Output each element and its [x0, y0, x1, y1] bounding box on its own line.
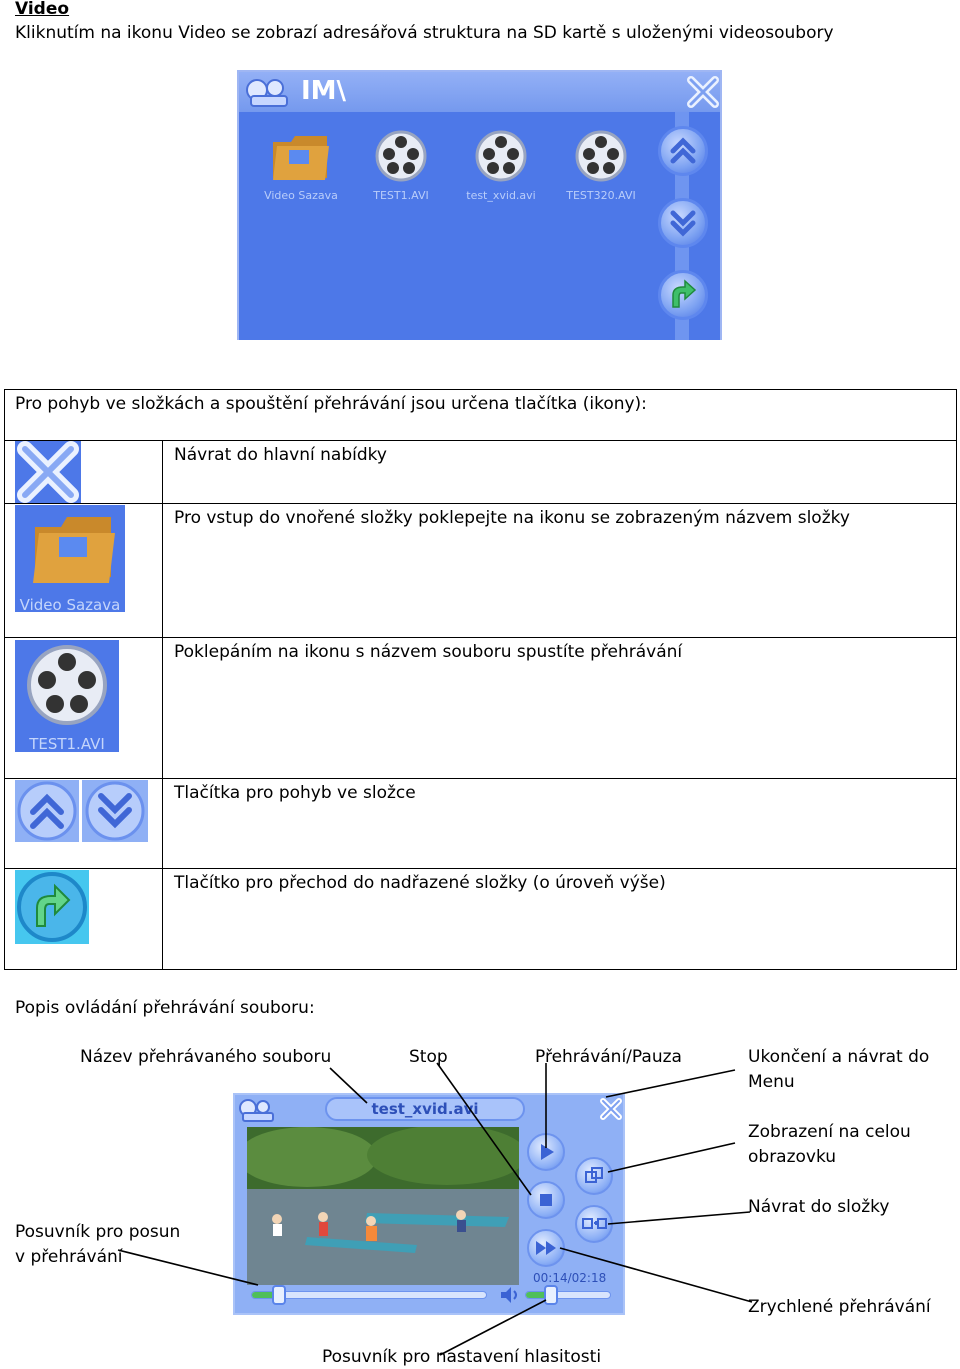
icon-caption: Video Sazava — [19, 596, 121, 612]
table-heading: Pro pohyb ve složkách a spouštění přehrávání jsou určena tlačítka (ikony): — [15, 394, 647, 414]
line-seek — [118, 1250, 258, 1285]
icon-caption: TEST1.AVI — [29, 735, 105, 752]
callout-fast-forward: Zrychlené přehrávání — [748, 1297, 931, 1317]
callout-back-to-folder: Návrat do složky — [748, 1197, 890, 1217]
file-label: TEST320.AVI — [566, 189, 636, 202]
callout-play-pause: Přehrávání/Pauza — [535, 1047, 682, 1067]
row-text: Poklepáním na ikonu s názvem souboru spustíte přehrávání — [174, 642, 683, 662]
playback-heading: Popis ovládání přehrávání souboru: — [15, 998, 315, 1018]
file-label: TEST1.AVI — [373, 189, 429, 202]
time-readout: 00:14/02:18 — [533, 1271, 607, 1285]
line-volume — [440, 1300, 546, 1355]
callout-seek-line2: v přehrávání — [15, 1247, 123, 1267]
current-path: IM\ — [301, 76, 347, 106]
row-text: Tlačítko pro přechod do nadřazené složky (o úroveň výše) — [174, 873, 666, 893]
line-fullscreen — [608, 1143, 735, 1172]
file-label: Video Sazava — [264, 189, 338, 202]
callout-volume: Posuvník pro nastavení hlasitosti — [322, 1347, 602, 1367]
line-stop — [437, 1063, 531, 1195]
filename-field: test_xvid.avi — [325, 1097, 525, 1121]
callout-filename: Název přehrávaného souboru — [80, 1047, 332, 1067]
line-exit — [606, 1070, 735, 1097]
callout-exit-line1: Ukončení a návrat do — [748, 1047, 930, 1067]
callout-stop: Stop — [409, 1047, 448, 1067]
callout-fullscreen-line1: Zobrazení na celou — [748, 1122, 911, 1142]
callout-exit-line2: Menu — [748, 1072, 795, 1092]
line-back-to-folder — [608, 1212, 750, 1224]
callout-seek-line1: Posuvník pro posun — [15, 1222, 181, 1242]
row-text: Návrat do hlavní nabídky — [174, 445, 387, 465]
row-text: Pro vstup do vnořené složky poklepejte na ikonu se zobrazeným názvem složky — [174, 508, 850, 528]
file-label: test_xvid.avi — [466, 189, 536, 202]
line-fast-forward — [560, 1248, 752, 1302]
intro-text: Kliknutím na ikonu Video se zobrazí adresářová struktura na SD kartě s uloženými videosoubory — [15, 23, 834, 43]
callout-fullscreen-line2: obrazovku — [748, 1147, 837, 1167]
row-text: Tlačítka pro pohyb ve složce — [174, 783, 416, 803]
page-title: Video — [15, 0, 70, 19]
line-filename — [330, 1068, 367, 1103]
